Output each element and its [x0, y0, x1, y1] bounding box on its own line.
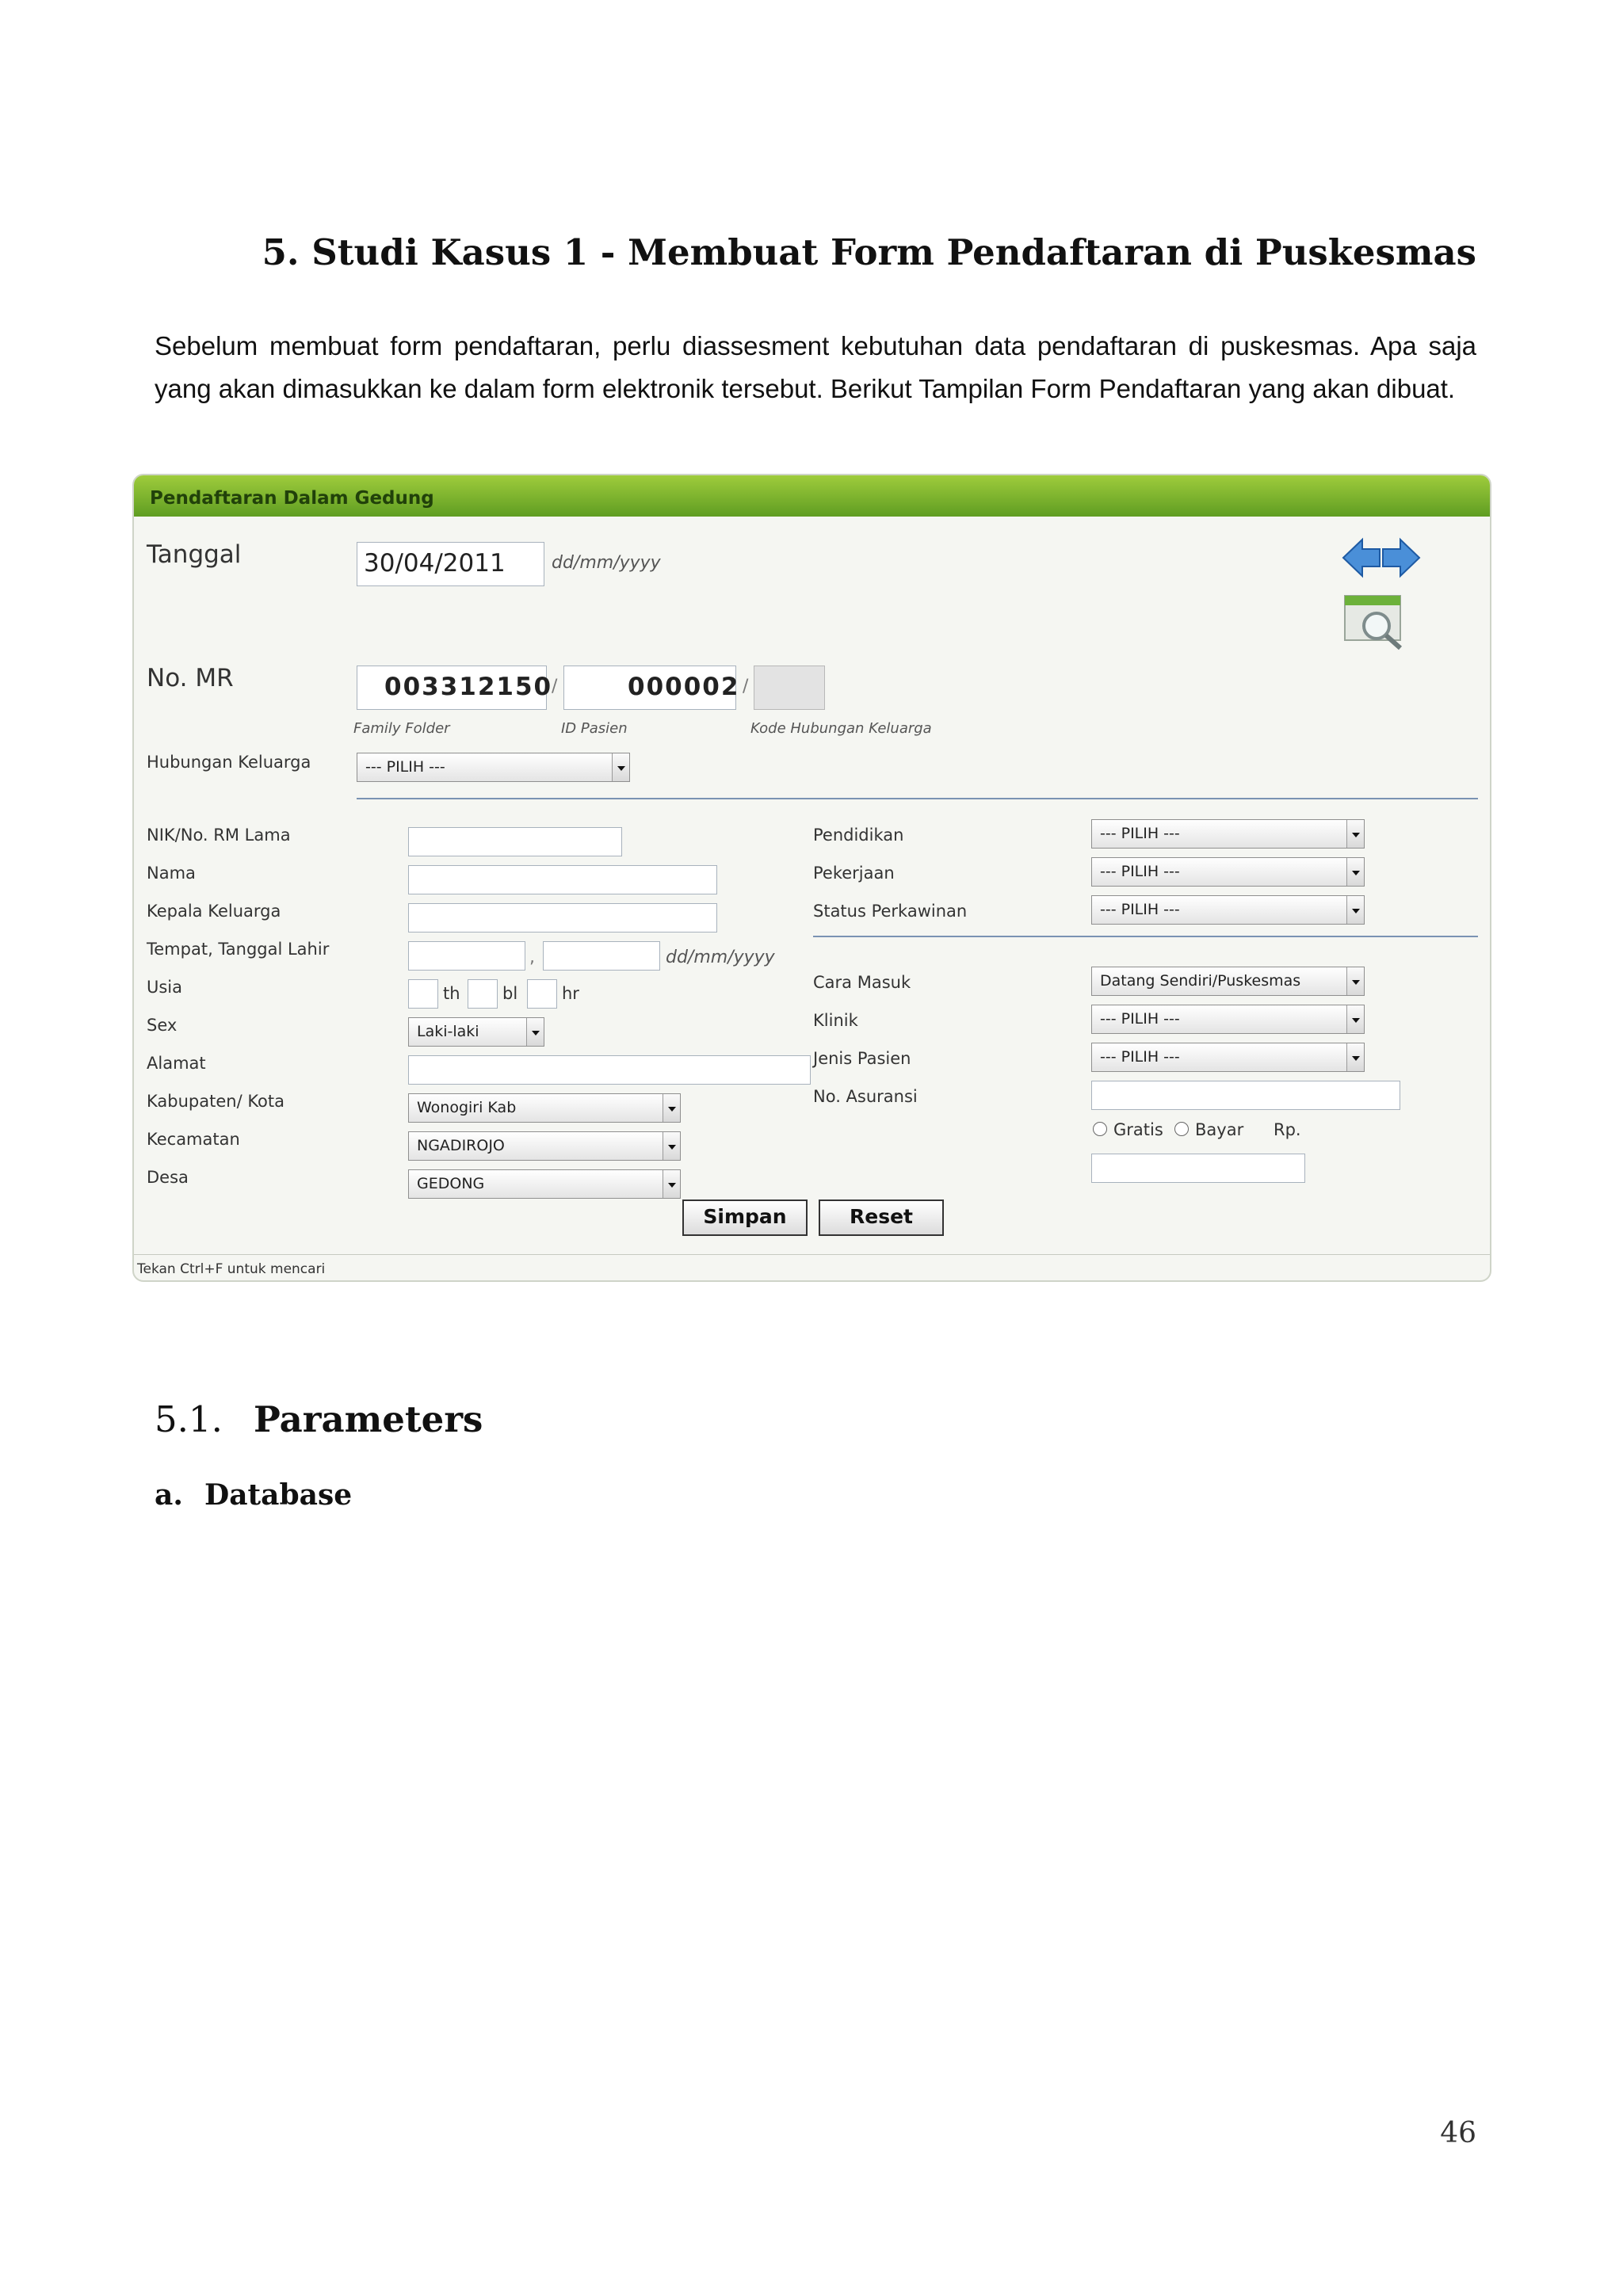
- chevron-down-icon: [612, 753, 629, 781]
- tanggal-value: 30/04/2011: [364, 549, 506, 578]
- kabupaten-value: Wonogiri Kab: [417, 1099, 517, 1116]
- item-letter: a.: [155, 1478, 183, 1512]
- chevron-down-icon: [1346, 1043, 1364, 1071]
- kode-hubungan-input[interactable]: [754, 666, 825, 710]
- klinik-label: Klinik: [813, 1011, 858, 1030]
- klinik-value: --- PILIH ---: [1100, 1010, 1180, 1028]
- nomr-slash-1: /: [552, 677, 558, 696]
- alamat-label: Alamat: [147, 1054, 206, 1073]
- desa-label: Desa: [147, 1168, 189, 1187]
- section-heading: 5. Studi Kasus 1 - Membuat Form Pendaftaran di Puskesmas: [262, 231, 1476, 273]
- cara-masuk-label: Cara Masuk: [813, 973, 911, 992]
- tanggal-label: Tanggal: [147, 540, 242, 569]
- nomr-label: No. MR: [147, 664, 234, 692]
- cara-masuk-select[interactable]: [1091, 967, 1365, 996]
- biaya-input[interactable]: [1091, 1154, 1305, 1183]
- no-asuransi-label: No. Asuransi: [813, 1087, 918, 1106]
- registration-form-panel: [132, 474, 1491, 1282]
- kode-hubungan-hint: Kode Hubungan Keluarga: [750, 720, 932, 737]
- nomr-slash-2: /: [743, 677, 749, 696]
- usia-hari-input[interactable]: [527, 979, 557, 1009]
- kecamatan-select[interactable]: [408, 1131, 681, 1161]
- status-perkawinan-value: --- PILIH ---: [1100, 901, 1180, 918]
- status-perkawinan-label: Status Perkawinan: [813, 902, 968, 921]
- tanggal-lahir-format-hint: dd/mm/yyyy: [666, 948, 775, 967]
- desa-value: GEDONG: [417, 1175, 485, 1192]
- chevron-down-icon: [1346, 1005, 1364, 1033]
- subsection-number: 5.1.: [155, 1398, 223, 1440]
- chevron-down-icon: [1346, 820, 1364, 848]
- id-pasien-value: 000002: [628, 673, 740, 701]
- hubungan-keluarga-select[interactable]: [357, 753, 630, 782]
- desa-select[interactable]: [408, 1169, 681, 1199]
- jenis-pasien-select[interactable]: [1091, 1043, 1365, 1072]
- usia-bl-unit: bl: [502, 984, 518, 1003]
- chevron-down-icon: [526, 1018, 544, 1046]
- klinik-select[interactable]: [1091, 1005, 1365, 1034]
- tanggal-format-hint: dd/mm/yyyy: [552, 553, 661, 573]
- tanggal-input[interactable]: [357, 542, 544, 586]
- pendidikan-value: --- PILIH ---: [1100, 825, 1180, 842]
- search-record-icon[interactable]: [1342, 593, 1408, 653]
- panel-header: [134, 475, 1490, 517]
- subsection-title: Parameters: [254, 1398, 483, 1440]
- chevron-down-icon: [1346, 896, 1364, 924]
- id-pasien-input[interactable]: [563, 666, 740, 710]
- chevron-down-icon: [1346, 858, 1364, 886]
- intro-paragraph: Sebelum membuat form pendaftaran, perlu diassesment kebutuhan data pendaftaran di puskesmas. Apa saja yang akan dimasukkan ke dalam form elektronik tersebut. Berikut Tampilan Form Pendaftaran yang akan dibuat.: [155, 331, 1476, 403]
- kabupaten-label: Kabupaten/ Kota: [147, 1092, 285, 1111]
- tempat-lahir-input[interactable]: [408, 941, 525, 971]
- nik-label: NIK/No. RM Lama: [147, 826, 291, 845]
- kepala-keluarga-label: Kepala Keluarga: [147, 902, 281, 921]
- alamat-input[interactable]: [408, 1055, 811, 1085]
- hubungan-keluarga-value: --- PILIH ---: [365, 758, 445, 776]
- usia-tahun-input[interactable]: [408, 979, 438, 1009]
- chevron-down-icon: [1346, 967, 1364, 995]
- kecamatan-label: Kecamatan: [147, 1130, 240, 1149]
- hubungan-keluarga-label: Hubungan Keluarga: [147, 753, 311, 772]
- nama-label: Nama: [147, 864, 196, 883]
- chevron-down-icon: [663, 1094, 680, 1122]
- reset-button[interactable]: Reset: [819, 1199, 944, 1236]
- sex-value: Laki-laki: [417, 1023, 479, 1040]
- usia-label: Usia: [147, 978, 183, 997]
- kepala-keluarga-input[interactable]: [408, 903, 717, 933]
- family-folder-input[interactable]: [357, 666, 553, 710]
- jenis-pasien-value: --- PILIH ---: [1100, 1048, 1180, 1066]
- panel-title: Pendaftaran Dalam Gedung: [150, 488, 434, 509]
- radio-gratis[interactable]: [1093, 1122, 1107, 1136]
- radio-bayar-label: Bayar: [1195, 1120, 1244, 1139]
- item-title: Database: [204, 1478, 353, 1512]
- nama-input[interactable]: [408, 865, 717, 894]
- family-folder-hint: Family Folder: [353, 720, 450, 737]
- usia-bulan-input[interactable]: [468, 979, 498, 1009]
- ttl-comma: ,: [529, 948, 535, 967]
- pekerjaan-label: Pekerjaan: [813, 864, 895, 883]
- chevron-down-icon: [663, 1170, 680, 1198]
- id-pasien-hint: ID Pasien: [561, 720, 628, 737]
- jenis-pasien-label: Jenis Pasien: [813, 1049, 911, 1068]
- nik-input[interactable]: [408, 827, 622, 856]
- sex-select[interactable]: [408, 1017, 544, 1047]
- usia-hr-unit: hr: [562, 984, 579, 1003]
- divider-right: [813, 936, 1478, 937]
- ttl-label: Tempat, Tanggal Lahir: [147, 940, 330, 959]
- sex-label: Sex: [147, 1016, 178, 1035]
- footer-hint: Tekan Ctrl+F untuk mencari: [137, 1261, 326, 1277]
- radio-bayar[interactable]: [1174, 1122, 1189, 1136]
- pendidikan-label: Pendidikan: [813, 826, 904, 845]
- kecamatan-value: NGADIROJO: [417, 1137, 505, 1154]
- no-asuransi-input[interactable]: [1091, 1081, 1400, 1110]
- usia-th-unit: th: [443, 984, 460, 1003]
- pekerjaan-select[interactable]: [1091, 857, 1365, 887]
- page-number: 46: [1440, 2117, 1476, 2149]
- footer-divider: [134, 1254, 1490, 1255]
- rp-label: Rp.: [1274, 1120, 1301, 1139]
- simpan-button[interactable]: Simpan: [682, 1199, 808, 1236]
- pekerjaan-value: --- PILIH ---: [1100, 863, 1180, 880]
- family-folder-value: 003312150: [384, 673, 553, 701]
- cara-masuk-value: Datang Sendiri/Puskesmas: [1100, 972, 1301, 990]
- pendidikan-select[interactable]: [1091, 819, 1365, 849]
- tanggal-lahir-input[interactable]: [543, 941, 660, 971]
- navigation-arrows-icon[interactable]: [1340, 536, 1423, 579]
- radio-gratis-label: Gratis: [1113, 1120, 1163, 1139]
- kabupaten-select[interactable]: [408, 1093, 681, 1123]
- divider-top: [357, 798, 1478, 799]
- chevron-down-icon: [663, 1132, 680, 1160]
- status-perkawinan-select[interactable]: [1091, 895, 1365, 925]
